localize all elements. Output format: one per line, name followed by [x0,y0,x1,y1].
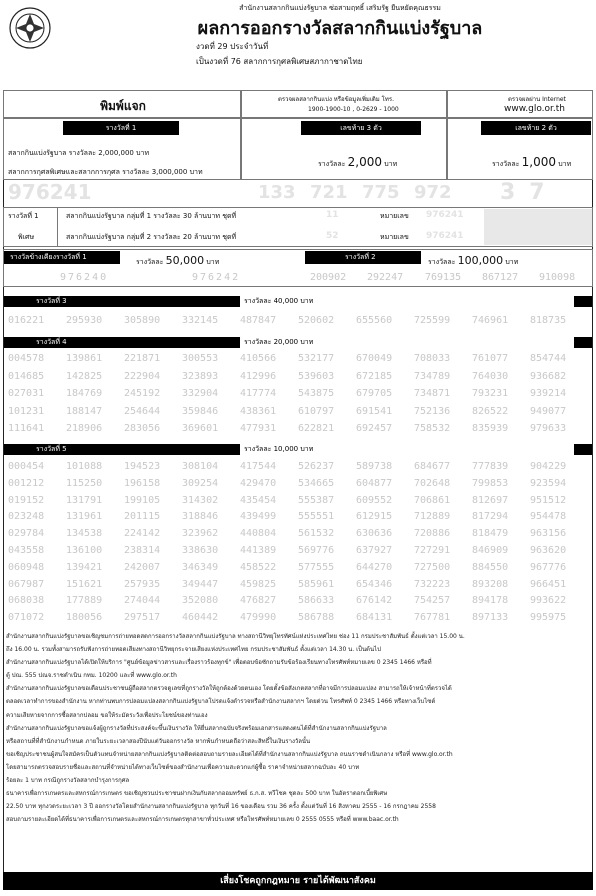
fifth-prize-number: 569776 [298,545,335,556]
fifth-prize-number: 995975 [530,612,567,624]
fifth-prize-number: 131961 [66,511,103,523]
fourth-prize-number: 221871 [124,353,161,364]
fourth-prize-number: 283056 [124,423,161,434]
fifth-prize-number: 993622 [530,595,567,607]
near-first-label: รางวัลข้างเคียงรางวัลที่ 1 [4,251,120,264]
fourth-prize-header [4,337,592,348]
fifth-prize-number: 029784 [8,528,45,540]
third-prize-number: 655560 [356,315,393,326]
note-line: สอบถามรายละเอียดได้ที่ธนาคารเพื่อการเกษตรและสหกรณ์การเกษตรทุกสาขาทั่วประเทศ หรือโทรศัพท์หมายเลข 0 2555 0555 หรือที่ www.baac.or.th [6,816,399,824]
fourth-prize-number: 417774 [240,388,277,399]
fifth-prize-number: 555387 [298,494,335,506]
fifth-prize-number: 323962 [182,528,219,540]
third-prize-number: 746961 [472,315,509,326]
fourth-prize-number: 764030 [472,370,509,382]
fifth-prize-number: 460442 [182,612,219,624]
fifth-prize-number: 439499 [240,511,277,523]
fourth-prize-number: 949077 [530,405,567,417]
fourth-prize-number: 139861 [66,353,103,364]
fourth-prize-number: 692457 [356,423,393,434]
last3-amount: 2,000 [347,155,382,169]
near-first-number: 976242 [192,272,241,283]
fourth-prize-amount: รางวัลละ 20,000 บาท [240,337,574,348]
special-row1-set: 11 [326,210,339,220]
last2-amount-label: รางวัลละ [492,160,520,168]
third-prize-number: 016221 [8,315,45,326]
fourth-prize-number: 761077 [472,353,509,364]
second-prize-amount-text: รางวัลละ [428,258,456,266]
notes-section [6,630,590,826]
third-prize-number: 725599 [414,315,451,326]
fourth-prize-number: 691541 [356,405,393,417]
fourth-prize-number: 218906 [66,423,103,434]
fifth-prize-number: 676142 [356,595,393,607]
fourth-prize-number: 014685 [8,370,45,382]
fifth-prize-label: รางวัลที่ 5 [36,445,67,453]
fifth-prize-number: 589738 [356,461,393,472]
fifth-prize-number: 115250 [66,477,103,489]
fifth-prize-number: 180056 [66,612,103,624]
fifth-prize-number: 884550 [472,561,509,573]
draw-prefix: งวดที่ 29 ประจำวันที่ [196,42,269,51]
fifth-prize-number: 001212 [8,477,45,489]
fourth-prize-number: 438361 [240,405,277,417]
fifth-prize-number: 224142 [124,528,161,540]
special-row1-text: สลากกินแบ่งรัฐบาล กลุ่มที่ 1 รางวัลละ 30 ล้านบาท ชุดที่ [66,212,237,220]
fifth-prize-number: 071072 [8,612,45,624]
note-line: ถึง 16.00 น. รวมทั้งสามารถรับฟังการถ่ายทอดเสียงทางสถานีวิทยุกระจายเสียงแห่งประเทศไทย กรมประชาสัมพันธ์ ตั้งแต่เวลา 14.30 น. เป็นต้นไป [6,646,381,654]
note-line: หรือสถานที่ที่สำนักงานกำหนด ภายในระยะเวลาสองปีนับแต่วันออกรางวัล หากพ้นกำหนดถือว่าสละสิทธิ์ในเงินรางวัลนั้น [6,737,311,745]
note-line: สำนักงานสลากกินแบ่งรัฐบาลขอเชิญชมการถ่ายทอดสดการออกรางวัลสลากกินแบ่งรัฐบาล ทางสถานีวิทยุโทรทัศน์แห่งประเทศไทย ช่อง 11 กรมประชาสัมพันธ์ ตั้งแต่เวลา 15.00 น. [6,633,465,640]
fifth-prize-number: 897133 [472,612,509,624]
fifth-prize-number: 818479 [472,528,509,540]
last3-amount-label: รางวัลละ [318,160,346,168]
fourth-prize-number: 679705 [356,388,393,399]
note-line: โดยสามารถตรวจสอบรายชื่อและสถานที่จำหน่ายได้ทางเว็บไซต์ของสำนักงานเพื่อความสะดวกแก่ผู้ซื้อ ราคาจำหน่ายสลากฉบับละ 40 บาท [6,763,360,771]
fourth-prize-number: 622821 [298,423,335,434]
special-row1-number: 976241 [426,210,464,220]
fifth-prize-number: 846909 [472,545,509,556]
fifth-prize-number: 604877 [356,477,393,489]
fifth-prize-number: 894178 [472,595,509,607]
page-header [0,0,596,88]
near-first-number: 976240 [60,272,109,283]
last3-amount-line [318,155,397,170]
fifth-prize-number: 954478 [530,511,567,523]
fifth-prize-number: 352080 [182,595,219,607]
special-row2-set: 52 [326,231,339,241]
fourth-prize-number: 359846 [182,405,219,417]
near-first-amount-line [136,254,219,268]
near-first-amount-text: รางวัลละ [136,258,164,266]
fifth-prize-number: 194523 [124,461,161,472]
fourth-prize-number: 532177 [298,353,335,364]
fifth-prize-number: 555551 [298,511,335,523]
fifth-prize-number: 963156 [530,528,567,540]
fifth-prize-number: 257935 [124,578,161,590]
contact-cell [241,90,447,118]
fourth-prize-number: 188147 [66,405,103,417]
last2-label: เลขท้าย 2 ตัว [481,121,591,135]
free-print-label: พิมพ์แจก [100,99,146,113]
slogan-banner: เสี่ยงโชคถูกกฎหมาย รายได้พัฒนาสังคม [3,872,593,890]
fifth-prize-number: 534665 [298,477,335,489]
near-first-unit: บาท [206,258,220,266]
fifth-prize-number: 476827 [240,595,277,607]
third-prize-label: รางวัลที่ 3 [36,297,67,305]
fourth-prize-number: 101231 [8,405,45,417]
fourth-prize-label: รางวัลที่ 4 [36,338,67,346]
fifth-prize-number: 067987 [8,578,45,590]
near-first-amount: 50,000 [165,254,205,267]
special-row2-label: พิเศษ [18,233,35,241]
second-prize-unit: บาท [505,258,519,266]
third-prize-number: 818735 [530,315,567,326]
fourth-prize-number: 835939 [472,423,509,434]
fourth-prize-number: 936682 [530,370,567,382]
fifth-prize-number: 777839 [472,461,509,472]
special-shaded-area [484,209,592,245]
fourth-prize-number: 300553 [182,353,219,364]
fifth-prize-number: 196158 [124,477,161,489]
first-prize-line1: สลากกินแบ่งรัฐบาล รางวัลละ 2,000,000 บาท [8,149,150,157]
fourth-prize-number: 734871 [414,388,451,399]
note-line: สำนักงานสลากกินแบ่งรัฐบาลขอเตือนประชาชนผู้ถือสลากตรวจดูเลขที่ถูกรางวัลให้ถูกต้องด้วยตนเอง โดยตั้งข้อสังเกตสลากที่อาจมีการปลอมแปลง สามารถให้เจ้าหน้าที่ตรวจได้ [6,685,452,693]
glo-logo-icon [8,6,52,50]
fourth-prize-number: 939214 [530,388,567,399]
fifth-prize-number: 967776 [530,561,567,573]
fourth-prize-number: 734789 [414,370,451,382]
special-row1-label: รางวัลที่ 1 [8,212,39,220]
fifth-prize-number: 586633 [298,595,335,607]
last3-number: 775 [362,182,400,203]
note-line: สำนักงานสลากกินแบ่งรัฐบาลได้เปิดให้บริการ "ศูนย์ข้อมูลข่าวสารและเรื่องราวร้องทุกข์" เพื่อตอบข้อซักถามรับข้อร้องเรียนทางโทรศัพท์หมายเลข 0 2345 1466 หรือที่ [6,659,432,667]
fourth-prize-number: 477931 [240,423,277,434]
third-prize-number: 305890 [124,315,161,326]
fifth-prize-number: 019152 [8,494,45,506]
last2-unit: บาท [558,160,572,168]
fifth-prize-number: 274044 [124,595,161,607]
fifth-prize-number: 951512 [530,494,567,506]
second-prize-amount: 100,000 [457,254,504,267]
fifth-prize-number: 706861 [414,494,451,506]
fourth-prize-number: 254644 [124,405,161,417]
fifth-prize-number: 417544 [240,461,277,472]
fifth-prize-number: 702648 [414,477,451,489]
note-line: ธนาคารเพื่อการเกษตรและสหกรณ์การเกษตร ขอเชิญชวนประชาชนฝากเงินกับสลากออมทรัพย์ ธ.ก.ส. ทวีโชค ชุดละ 500 บาท ในอัตราดอกเบี้ยพิเศษ [6,790,388,798]
fourth-prize-number: 004578 [8,353,45,364]
fourth-prize-number: 793231 [472,388,509,399]
fifth-prize-number: 346349 [182,561,219,573]
fifth-prize-number: 904229 [530,461,567,472]
note-line: ตู้ ปณ. 555 ปณจ.ราชดำเนิน กทม. 10200 และที่ www.glo.or.th [6,672,177,680]
fourth-prize-number: 672185 [356,370,393,382]
fifth-prize-number: 644270 [356,561,393,573]
special-row2-text: สลากกินแบ่งรัฐบาล กลุ่มที่ 2 รางวัลละ 20 ล้านบาท ชุดที่ [66,233,237,241]
note-line: 22.50 บาท ทุกงวดระยะเวลา 3 ปี ออกรางวัลโดยสำนักงานสลากกินแบ่งรัฐบาล ทุกวันที่ 16 ของเดือน รวม 36 ครั้ง ตั้งแต่วันที่ 16 สิงหาคม 2555 - 16 กรกฎาคม 2558 [6,803,436,811]
free-print-cell [3,90,241,118]
fifth-prize-number: 238314 [124,545,161,556]
note-line: ความเสียหายจากการซื้อสลากปลอม ขอให้ระมัดระวังเพื่อประโยชน์ของท่านเอง [6,711,208,719]
second-prize-label: รางวัลที่ 2 [305,251,421,264]
fifth-prize-number: 131791 [66,494,103,506]
last3-number: 972 [414,182,452,203]
third-prize-amount: รางวัลละ 40,000 บาท [240,296,574,307]
fifth-prize-number: 727291 [414,545,451,556]
fifth-prize-number: 637927 [356,545,393,556]
special-row1-number-label: หมายเลข [380,212,409,220]
third-prize-number: 487847 [240,315,277,326]
last2-amount: 1,000 [521,155,556,169]
second-prize-number: 910098 [539,272,576,283]
fourth-prize-number: 323893 [182,370,219,382]
website-link[interactable]: www.glo.or.th [504,104,566,114]
page-title: ผลการออกรางวัลสลากกินแบ่งรัฐบาล [197,18,483,39]
special-row2-number-label: หมายเลข [380,233,409,241]
fifth-prize-number: 068038 [8,595,45,607]
draw-date-line [196,40,268,53]
third-prize-number: 332145 [182,315,219,326]
fifth-prize-number: 684677 [414,461,451,472]
contact-title: ตรวจผลสลากกินแบ่ง หรือข้อมูลเพิ่มเติม โทร. [278,96,394,103]
note-line: ร้อยละ 1 บาท กรณีถูกรางวัลสลากบำรุงการกุศล [6,777,130,785]
first-prize-number: 976241 [8,180,92,204]
fourth-prize-number: 854744 [530,353,567,364]
fifth-prize-number: 561532 [298,528,335,540]
fifth-prize-number: 727500 [414,561,451,573]
fifth-prize-amount: รางวัลละ 10,000 บาท [240,444,574,455]
third-prize-header [4,296,592,307]
fifth-prize-number: 139421 [66,561,103,573]
fourth-prize-number: 222904 [124,370,161,382]
fifth-prize-number: 586788 [298,612,335,624]
fourth-prize-number: 826522 [472,405,509,417]
fourth-prize-number: 111641 [8,423,45,434]
fourth-prize-number: 758532 [414,423,451,434]
fifth-prize-number: 654346 [356,578,393,590]
fifth-prize-number: 136100 [66,545,103,556]
fourth-prize-number: 410566 [240,353,277,364]
fourth-prize-number: 979633 [530,423,567,434]
second-prize-number: 292247 [367,272,404,283]
fourth-prize-number: 543875 [298,388,335,399]
fourth-prize-number: 027031 [8,388,45,399]
fourth-prize-number: 539603 [298,370,335,382]
fourth-prize-number: 142825 [66,370,103,382]
fifth-prize-number: 060948 [8,561,45,573]
fifth-prize-number: 479990 [240,612,277,624]
first-prize-label: รางวัลที่ 1 [63,121,179,135]
fifth-prize-number: 966451 [530,578,567,590]
fifth-prize-number: 585961 [298,578,335,590]
third-prize-number: 295930 [66,315,103,326]
fifth-prize-number: 459825 [240,578,277,590]
fifth-prize-number: 043558 [8,545,45,556]
second-prize-number: 867127 [482,272,519,283]
special-row2-number: 976241 [426,231,464,241]
fifth-prize-number: 314302 [182,494,219,506]
second-prize-number: 769135 [425,272,462,283]
fifth-prize-number: 308104 [182,461,219,472]
fifth-prize-number: 684131 [356,612,393,624]
last3-number: 721 [310,182,348,203]
fifth-prize-number: 458522 [240,561,277,573]
fourth-prize-number: 332904 [182,388,219,399]
fifth-prize-number: 349447 [182,578,219,590]
fifth-prize-number: 812697 [472,494,509,506]
fifth-prize-number: 817294 [472,511,509,523]
last2-amount-line [492,155,571,170]
fifth-prize-number: 242007 [124,561,161,573]
fourth-prize-number: 670049 [356,353,393,364]
note-line: ตลอดเวลาทำการของสำนักงาน หากท่านพบการปลอมแปลงสลากกินแบ่งรัฐบาลโปรดแจ้งตำรวจหรือสำนักงานสลากฯ โดยด่วน โทรศัพท์ 0 2345 1466 หรือทางเว็บไซต์ [6,698,436,706]
fifth-prize-number: 799853 [472,477,509,489]
fifth-prize-header [4,444,592,455]
fifth-prize-number: 630636 [356,528,393,540]
fifth-prize-number: 177889 [66,595,103,607]
fifth-prize-number: 429470 [240,477,277,489]
last2-number: 37 [500,180,559,205]
fifth-prize-number: 338630 [182,545,219,556]
fifth-prize-number: 199105 [124,494,161,506]
fifth-prize-number: 720886 [414,528,451,540]
second-prize-number: 200902 [310,272,347,283]
fifth-prize-number: 151621 [66,578,103,590]
third-prize-number: 520602 [298,315,335,326]
fourth-prize-number: 708033 [414,353,451,364]
fifth-prize-number: 101088 [66,461,103,472]
note-line: ขอเชิญประชาชนผู้สนใจสมัครเป็นตัวแทนจำหน่ายสลากกินแบ่งรัฐบาลติดต่อสอบถามรายละเอียดได้ที่สำนักงานสลากกินแบ่งรัฐบาล ถนนราชดำเนินกลาง หรือที่ www.glo.or.th [6,750,453,758]
agency-line: สำนักงานสลากกินแบ่งรัฐบาล ซ่อสามฤทธิ์ เสริมรัฐ ยืนหยัดคุณธรรม [239,4,441,12]
fifth-prize-number: 318846 [182,511,219,523]
fifth-prize-number: 023248 [8,511,45,523]
fifth-prize-number: 712889 [414,511,451,523]
fifth-prize-number: 609552 [356,494,393,506]
last3-unit: บาท [384,160,398,168]
fifth-prize-number: 732223 [414,578,451,590]
fifth-prize-number: 767781 [414,612,451,624]
fifth-prize-number: 612915 [356,511,393,523]
draw-number-line: เป็นงวดที่ 76 สลากการกุศลพิเศษสภากาชาดไทย [196,57,363,66]
fifth-prize-number: 963620 [530,545,567,556]
fifth-prize-number: 754257 [414,595,451,607]
fifth-prize-number: 297517 [124,612,161,624]
last3-number: 133 [258,182,296,203]
fifth-prize-number: 577555 [298,561,335,573]
first-prize-line2: สลากการกุศลพิเศษและสลากการกุศล รางวัลละ 3,000,000 บาท [8,168,203,176]
fifth-prize-number: 000454 [8,461,45,472]
website-title: ตรวจผลผ่าน Internet [508,96,566,103]
fourth-prize-number: 369601 [182,423,219,434]
second-prize-amount-line [428,254,518,268]
fifth-prize-number: 923594 [530,477,567,489]
contact-phones: 1900-1900-10 , 0-2629 - 1000 [308,106,399,113]
fourth-prize-number: 752136 [414,405,451,417]
website-cell [447,90,593,118]
fifth-prize-number: 201115 [124,511,161,523]
fifth-prize-number: 893208 [472,578,509,590]
fifth-prize-number: 440804 [240,528,277,540]
fourth-prize-number: 610797 [298,405,335,417]
fourth-prize-number: 412996 [240,370,277,382]
fifth-prize-number: 526237 [298,461,335,472]
note-line: สำนักงานสลากกินแบ่งรัฐบาลขอแจ้งผู้ถูกรางวัลที่ประสงค์จะขึ้นเงินรางวัล ให้ยื่นสลากฉบับจริงพร้อมเอกสารแสดงตนได้ที่สำนักงานสลากกินแบ่งรัฐบาล [6,724,387,732]
fifth-prize-number: 134538 [66,528,103,540]
fifth-prize-number: 441389 [240,545,277,556]
fourth-prize-number: 245192 [124,388,161,399]
fifth-prize-number: 435454 [240,494,277,506]
last3-label: เลขท้าย 3 ตัว [301,121,421,135]
fourth-prize-number: 184769 [66,388,103,399]
fifth-prize-number: 309254 [182,477,219,489]
